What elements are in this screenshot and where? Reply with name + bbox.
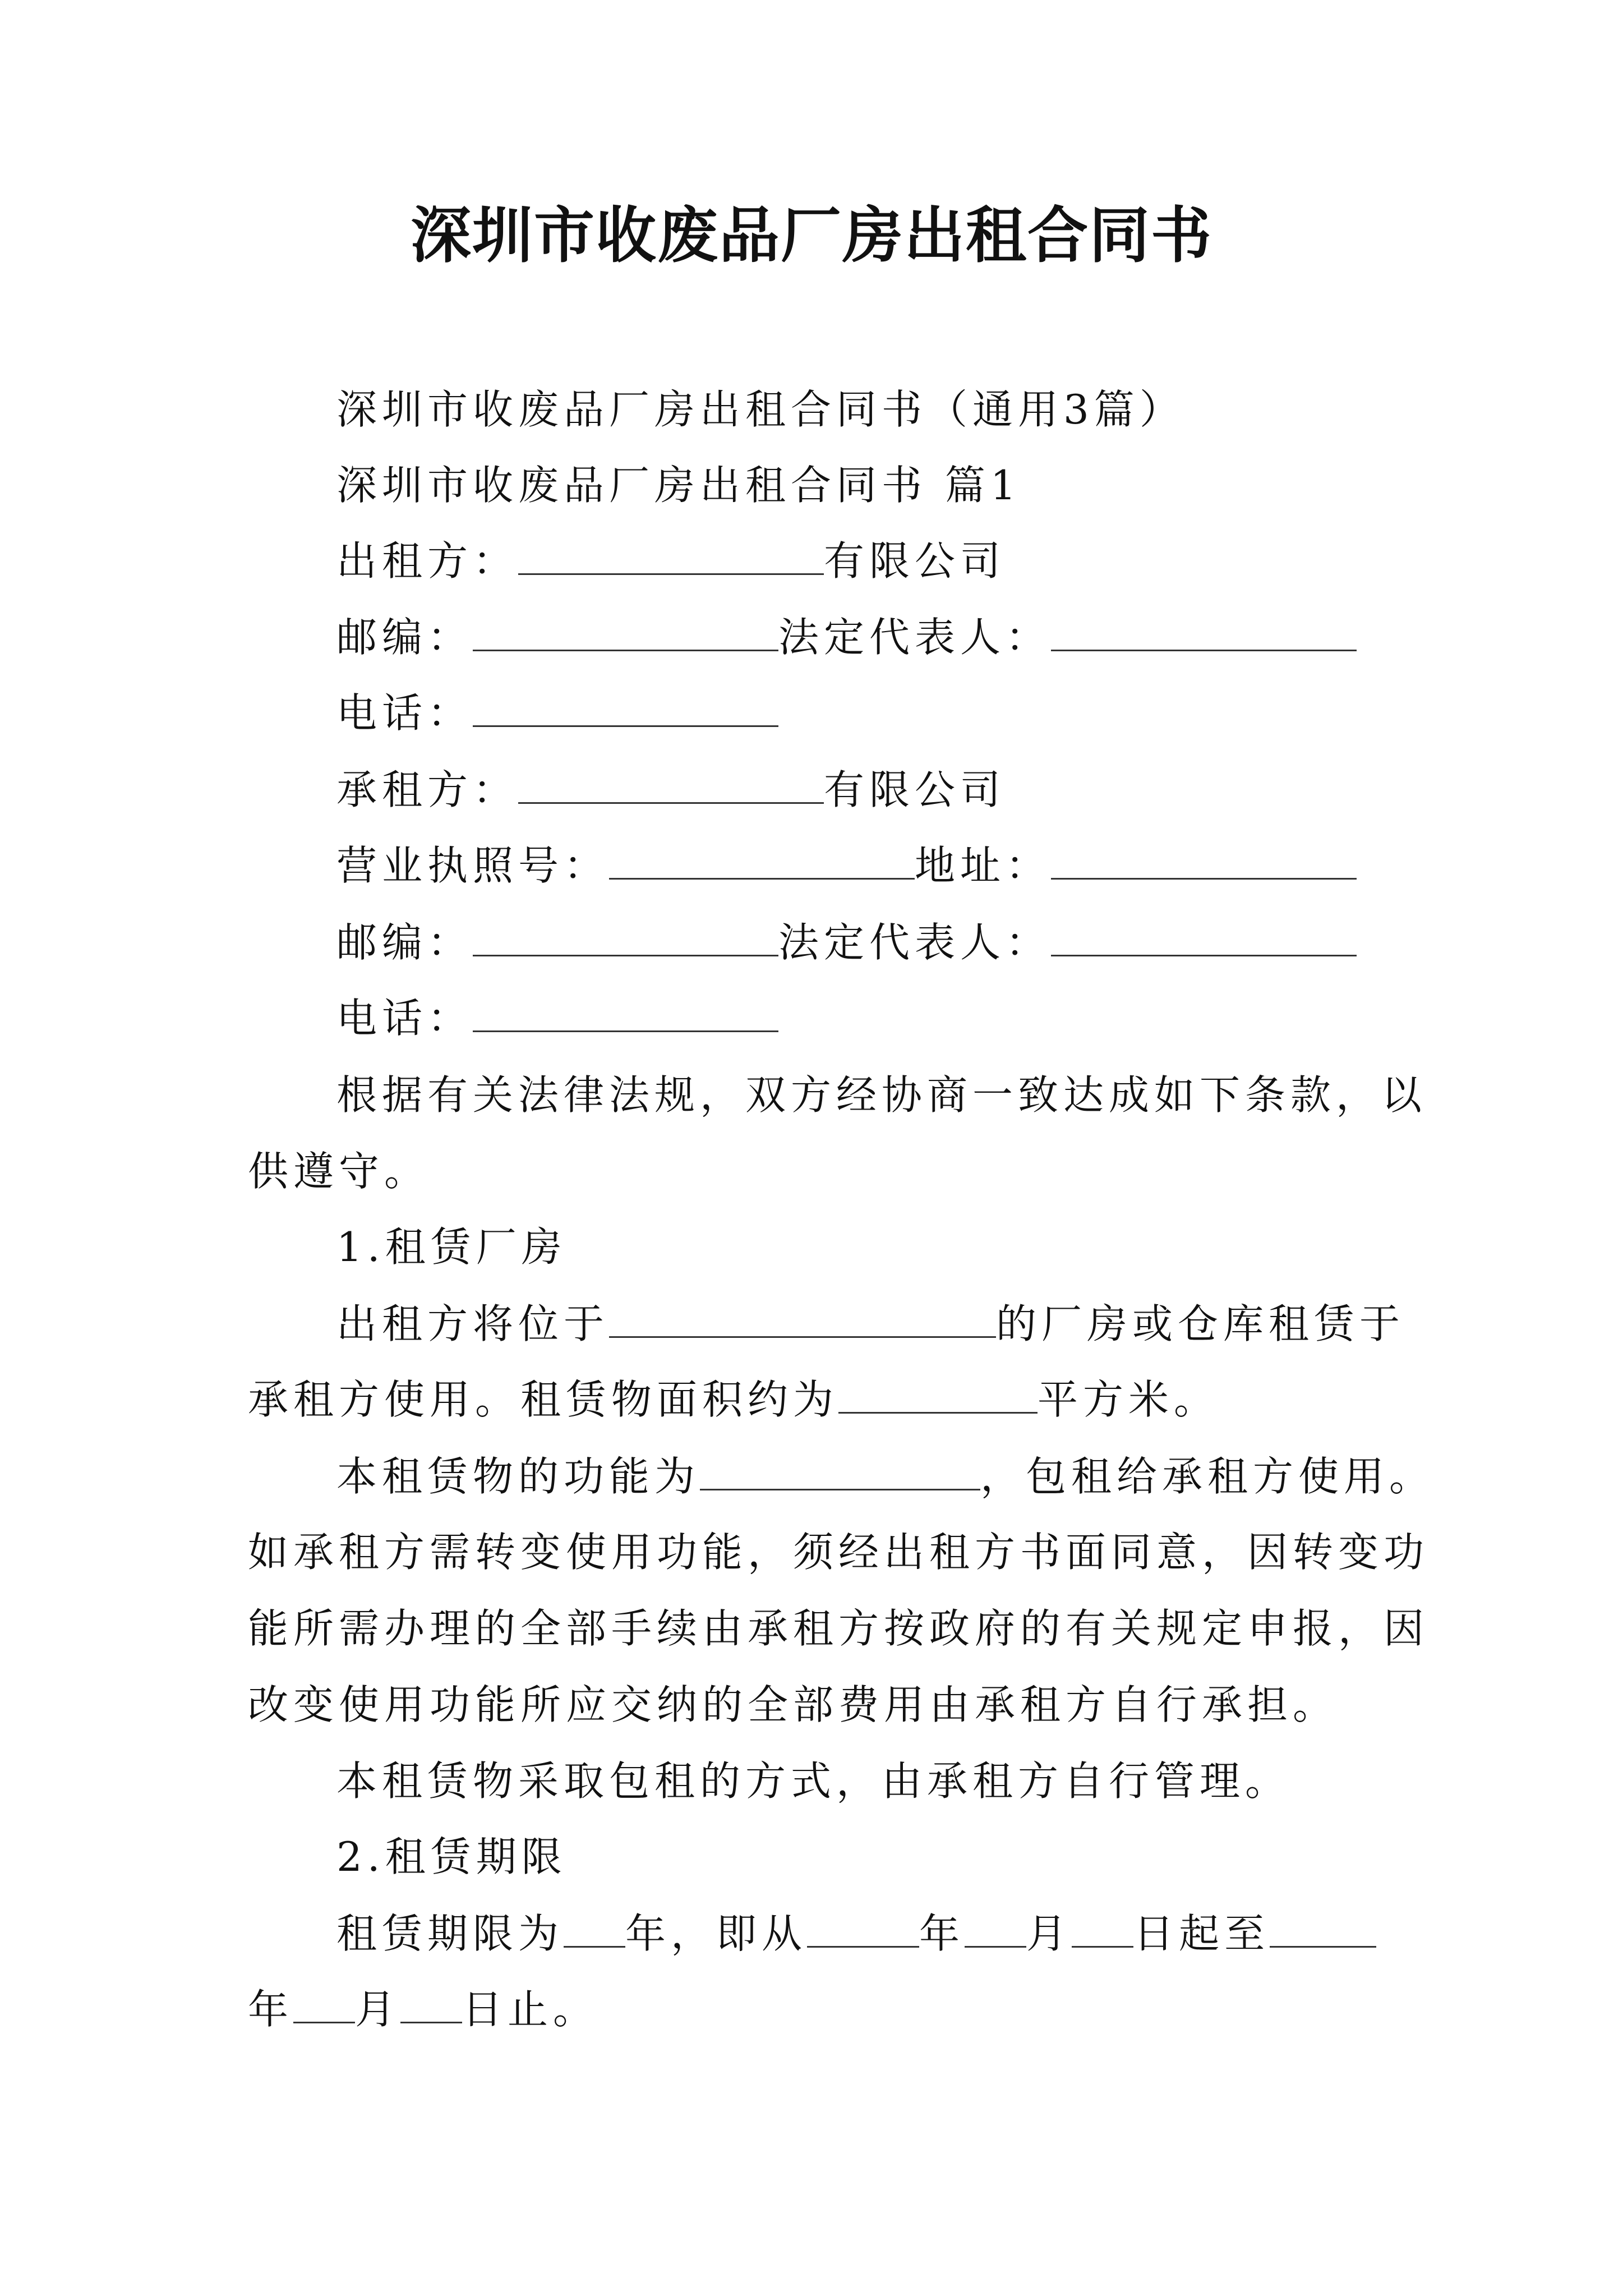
clause-3: 本租赁物采取包租的方式，由承租方自行管理。 (336, 1757, 1291, 1805)
blank-field (293, 1985, 355, 2023)
blank-field (473, 688, 778, 727)
blank-field (609, 841, 915, 880)
clause-2b: 如承租方需转变使用功能，须经出租方书面同意，因转变功 (248, 1529, 1430, 1576)
clause-2c: 能所需办理的全部手续由承租方按政府的有关规定申报，因 (248, 1605, 1430, 1652)
lessee-phone-line: 电话： (336, 984, 778, 1052)
blank-field (400, 1985, 462, 2023)
part-heading: 深圳市收废品厂房出租合同书 篇1 (336, 462, 1021, 509)
clause-1a: 出租方将位于 的厂房或仓库租赁于 (336, 1300, 1405, 1347)
clause-1b: 承租方使用。租赁物面积约为 平方米。 (248, 1376, 1220, 1423)
blank-field (1072, 1909, 1133, 1948)
blank-field (965, 1909, 1026, 1948)
blank-field (1051, 613, 1357, 651)
blank-field (473, 918, 778, 956)
blank-field (1051, 841, 1357, 880)
blank-field (700, 1452, 980, 1490)
lessor-line: 出租方： 有限公司 (336, 537, 1006, 585)
term-line: 租赁期限为 年，即从 年 月 日起至 (336, 1900, 1376, 1967)
blank-field (838, 1375, 1038, 1414)
clause-2d: 改变使用功能所应交纳的全部费用由承租方自行承担。 (248, 1681, 1339, 1728)
blank-field (473, 993, 778, 1032)
blank-field (609, 1299, 996, 1338)
blank-field (1270, 1909, 1376, 1948)
blank-field (807, 1909, 919, 1948)
blank-field (564, 1909, 625, 1948)
blank-field (518, 765, 824, 804)
lessee-line: 承租方： 有限公司 (336, 766, 1006, 813)
blank-field (518, 536, 824, 575)
clause-2a: 本租赁物的功能为 ，包租给承租方使用。 (336, 1453, 1435, 1500)
blank-field (1051, 918, 1357, 956)
intro-line-cont: 供遵守。 (248, 1148, 430, 1195)
license-line: 营业执照号： 地址： (336, 832, 1357, 899)
section-2-heading: 2.租赁期限 (336, 1833, 567, 1880)
lessor-phone-line: 电话： (336, 679, 778, 747)
subtitle-line: 深圳市收废品厂房出租合同书（通用3篇） (336, 386, 1185, 433)
lessee-zip-line: 邮编： 法定代表人： (336, 909, 1357, 976)
section-1-heading: 1.租赁厂房 (336, 1223, 567, 1271)
intro-line: 根据有关法律法规，双方经协商一致达成如下条款，以 (336, 1071, 1427, 1119)
term-line-cont: 年 月 日止。 (248, 1986, 599, 2033)
lessor-zip-line: 邮编： 法定代表人： (336, 604, 1357, 671)
document-title: 深圳市收废品厂房出租合同书 (410, 200, 1212, 271)
blank-field (473, 613, 778, 651)
